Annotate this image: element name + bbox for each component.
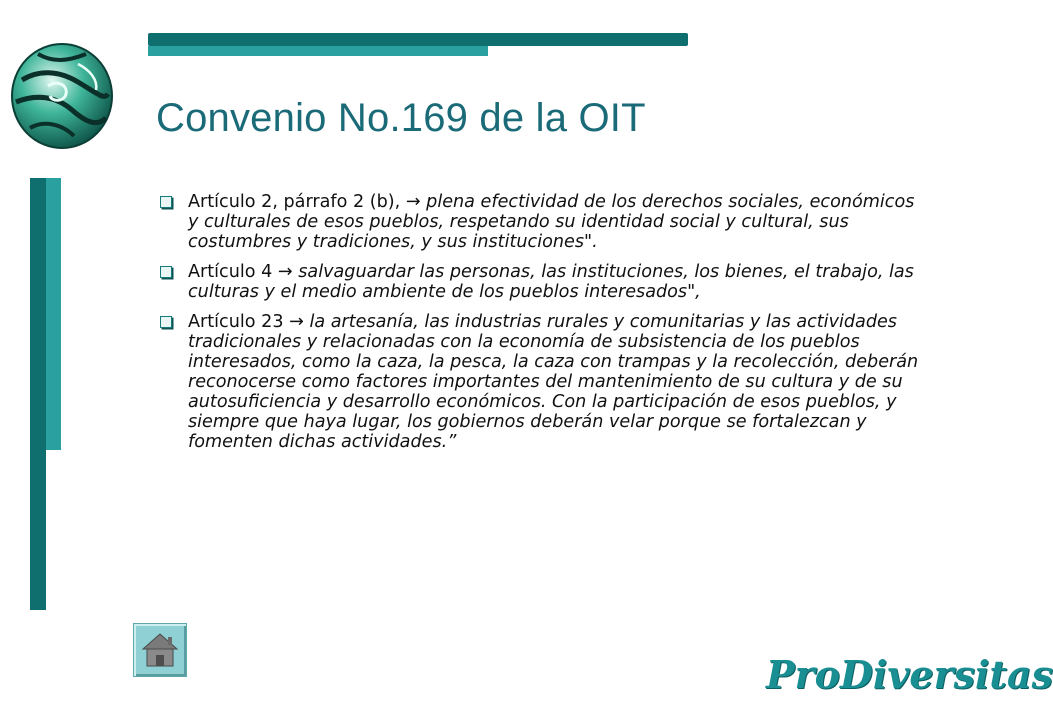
list-item xyxy=(160,312,930,452)
globe-icon xyxy=(8,40,116,152)
top-decorative-bar xyxy=(148,33,688,46)
article-quote: salvaguardar las personas, las instituciones, los bienes, el trabajo, las culturas y el medio ambiente de los pueblos interesados", xyxy=(188,262,914,302)
article-reference: Artículo 2, párrafo 2 (b), xyxy=(188,192,406,212)
arrow-icon: → xyxy=(405,192,421,212)
article-quote: plena efectividad de los derechos sociales, económicos y culturales de esos pueblos, respetando su identidad social y cultural, sus costumbres y tradiciones, y sus instituciones". xyxy=(188,192,915,252)
article-reference: Artículo 23 xyxy=(188,312,290,332)
arrow-icon: → xyxy=(277,262,293,282)
bullet-list xyxy=(160,192,930,462)
arrow-icon: → xyxy=(289,312,304,332)
home-button[interactable] xyxy=(133,623,187,677)
square-bullet-icon xyxy=(160,196,172,208)
list-item xyxy=(160,192,930,252)
left-decorative-bar xyxy=(30,178,46,610)
square-bullet-icon xyxy=(160,316,172,328)
article-reference: Artículo 4 xyxy=(188,262,278,282)
list-item xyxy=(160,262,930,302)
brand-logo: ProDiversitas xyxy=(766,652,1053,697)
home-icon xyxy=(141,631,179,669)
page-title: Convenio No.169 de la OIT xyxy=(156,96,646,140)
top-decorative-bar-accent xyxy=(148,46,488,56)
left-decorative-bar-accent xyxy=(46,178,61,450)
article-quote: la artesanía, las industrias rurales y comunitarias y las actividades tradicionales y relacionadas con la economía de subsistencia de los pueblos interesados, como la caza, la pesca, la caza con trampas y la recolección, deberán reconocerse como factores importantes del mantenimiento de su cultura y de su autosuficiencia y desarrollo económicos. Con la participación de esos pueblos, y siempre que haya lugar, los gobiernos deberán velar porque se fortalezcan y fomenten dichas actividades.” xyxy=(188,312,919,452)
square-bullet-icon xyxy=(160,266,172,278)
